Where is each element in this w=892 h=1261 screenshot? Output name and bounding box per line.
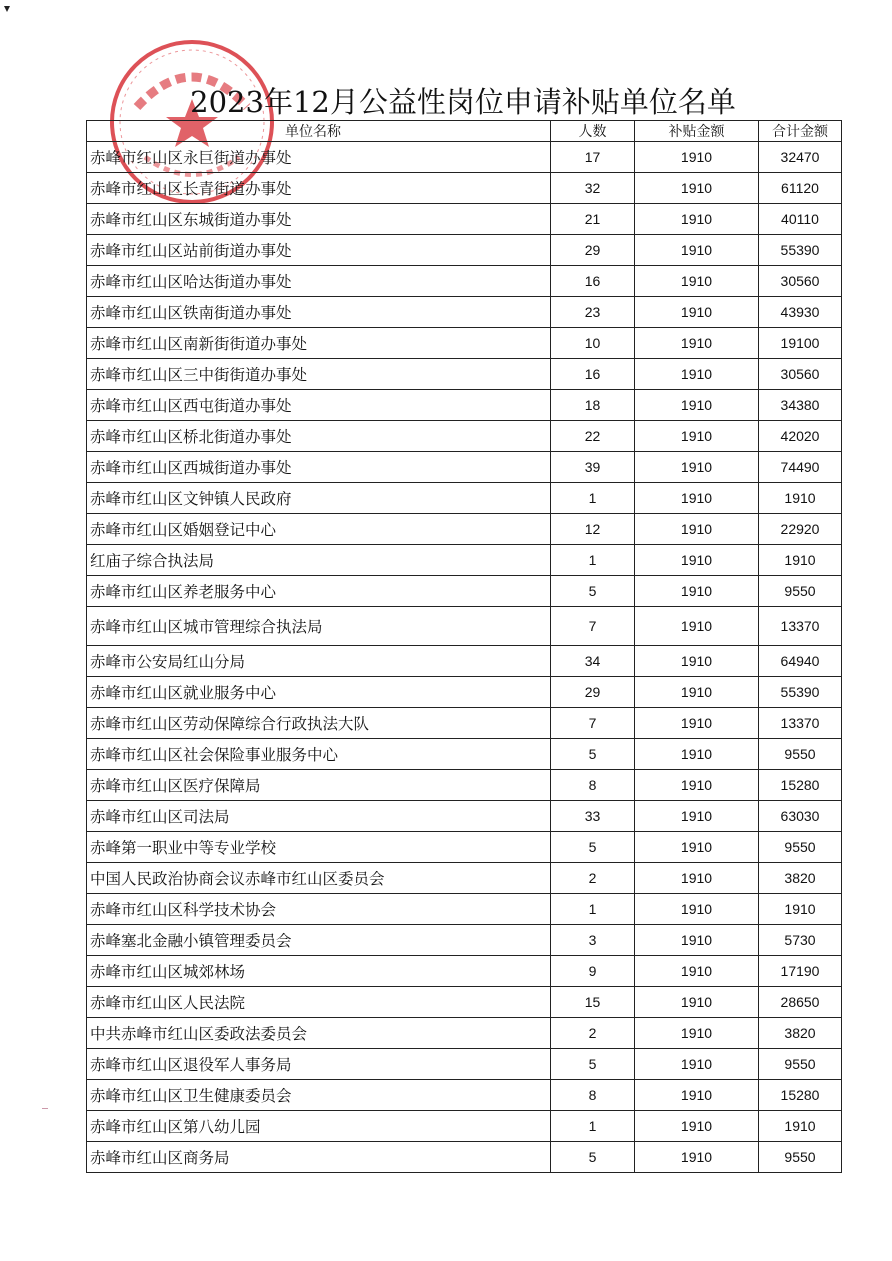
table-row [87,452,842,483]
table-row [87,677,842,708]
cell-subsidy: 1910 [635,863,759,894]
cell-count: 1 [551,483,635,514]
cell-unit-name: 赤峰市红山区城郊林场 [87,956,551,987]
cell-total: 9550 [759,739,842,770]
table-row [87,297,842,328]
cell-count: 7 [551,708,635,739]
table-row [87,514,842,545]
cell-total: 40110 [759,204,842,235]
cell-subsidy: 1910 [635,359,759,390]
cell-total: 9550 [759,1142,842,1173]
cell-total: 9550 [759,832,842,863]
cell-subsidy: 1910 [635,142,759,173]
table-header-row [87,121,842,142]
table-row [87,1080,842,1111]
cell-subsidy: 1910 [635,646,759,677]
table-row [87,925,842,956]
cell-subsidy: 1910 [635,390,759,421]
cell-total: 42020 [759,421,842,452]
cell-subsidy: 1910 [635,677,759,708]
cell-unit-name: 赤峰市红山区长青街道办事处 [87,173,551,204]
table-row [87,235,842,266]
cell-unit-name: 赤峰市红山区站前街道办事处 [87,235,551,266]
table-row [87,987,842,1018]
table-row [87,545,842,576]
cell-subsidy: 1910 [635,1142,759,1173]
table-row [87,328,842,359]
cell-unit-name: 赤峰市红山区劳动保障综合行政执法大队 [87,708,551,739]
cell-subsidy: 1910 [635,545,759,576]
cell-subsidy: 1910 [635,483,759,514]
cell-unit-name: 赤峰市红山区商务局 [87,1142,551,1173]
table-row [87,894,842,925]
cell-total: 13370 [759,708,842,739]
cell-total: 61120 [759,173,842,204]
cell-count: 16 [551,359,635,390]
cell-unit-name: 赤峰市红山区科学技术协会 [87,894,551,925]
cell-unit-name: 赤峰市红山区城市管理综合执法局 [87,607,551,646]
cell-count: 32 [551,173,635,204]
cell-count: 5 [551,832,635,863]
table-row [87,266,842,297]
table-row [87,708,842,739]
cell-count: 8 [551,770,635,801]
cell-subsidy: 1910 [635,801,759,832]
cell-total: 15280 [759,770,842,801]
cell-count: 39 [551,452,635,483]
cell-total: 34380 [759,390,842,421]
cell-unit-name: 赤峰市红山区哈达街道办事处 [87,266,551,297]
cell-unit-name: 赤峰第一职业中等专业学校 [87,832,551,863]
cell-count: 22 [551,421,635,452]
cell-count: 1 [551,1111,635,1142]
cell-total: 13370 [759,607,842,646]
cell-total: 17190 [759,956,842,987]
cell-subsidy: 1910 [635,708,759,739]
cell-total: 28650 [759,987,842,1018]
cell-count: 33 [551,801,635,832]
cell-unit-name: 赤峰市红山区南新街街道办事处 [87,328,551,359]
cell-unit-name: 中共赤峰市红山区委政法委员会 [87,1018,551,1049]
table-row [87,770,842,801]
cell-count: 5 [551,576,635,607]
cell-count: 8 [551,1080,635,1111]
cell-unit-name: 赤峰市红山区桥北街道办事处 [87,421,551,452]
table-row [87,832,842,863]
cell-unit-name: 赤峰市红山区西城街道办事处 [87,452,551,483]
table-row [87,863,842,894]
cell-total: 1910 [759,483,842,514]
cell-subsidy: 1910 [635,452,759,483]
cell-unit-name: 赤峰市红山区司法局 [87,801,551,832]
cell-subsidy: 1910 [635,894,759,925]
cell-count: 15 [551,987,635,1018]
cell-count: 12 [551,514,635,545]
cell-total: 22920 [759,514,842,545]
cell-count: 16 [551,266,635,297]
cell-count: 29 [551,677,635,708]
cell-unit-name: 赤峰塞北金融小镇管理委员会 [87,925,551,956]
cell-unit-name: 赤峰市红山区退役军人事务局 [87,1049,551,1080]
cell-total: 63030 [759,801,842,832]
scan-speck [42,1108,48,1109]
cell-total: 74490 [759,452,842,483]
table-row [87,1111,842,1142]
table-row [87,1142,842,1173]
table-row [87,801,842,832]
cell-count: 7 [551,607,635,646]
cell-total: 15280 [759,1080,842,1111]
cell-count: 23 [551,297,635,328]
cell-unit-name: 赤峰市红山区东城街道办事处 [87,204,551,235]
cell-total: 19100 [759,328,842,359]
table-row [87,359,842,390]
cell-total: 3820 [759,1018,842,1049]
cell-subsidy: 1910 [635,1080,759,1111]
cell-unit-name: 赤峰市红山区西屯街道办事处 [87,390,551,421]
page-title: 2023年12月公益性岗位申请补贴单位名单 [190,85,736,119]
cell-count: 5 [551,1142,635,1173]
cell-subsidy: 1910 [635,1049,759,1080]
cell-subsidy: 1910 [635,770,759,801]
cell-unit-name: 赤峰市红山区养老服务中心 [87,576,551,607]
cell-subsidy: 1910 [635,739,759,770]
cell-subsidy: 1910 [635,956,759,987]
header-unit-name: 单位名称 [87,121,551,142]
cell-total: 1910 [759,1111,842,1142]
scan-corner-mark [4,6,10,12]
table-row [87,739,842,770]
cell-unit-name: 赤峰市红山区永巨街道办事处 [87,142,551,173]
cell-total: 1910 [759,545,842,576]
cell-unit-name: 赤峰市红山区婚姻登记中心 [87,514,551,545]
table-row [87,576,842,607]
cell-unit-name: 赤峰市红山区卫生健康委员会 [87,1080,551,1111]
cell-count: 1 [551,545,635,576]
cell-total: 55390 [759,677,842,708]
cell-subsidy: 1910 [635,607,759,646]
cell-count: 9 [551,956,635,987]
cell-total: 5730 [759,925,842,956]
cell-total: 32470 [759,142,842,173]
cell-count: 5 [551,739,635,770]
cell-count: 2 [551,1018,635,1049]
cell-count: 17 [551,142,635,173]
header-total: 合计金额 [759,121,842,142]
table-row [87,421,842,452]
table-row [87,956,842,987]
cell-total: 30560 [759,266,842,297]
cell-unit-name: 赤峰市红山区三中街街道办事处 [87,359,551,390]
cell-subsidy: 1910 [635,297,759,328]
cell-unit-name: 赤峰市红山区就业服务中心 [87,677,551,708]
table-row [87,1018,842,1049]
cell-count: 21 [551,204,635,235]
subsidy-table [86,120,842,1173]
cell-subsidy: 1910 [635,235,759,266]
table-row [87,204,842,235]
cell-total: 30560 [759,359,842,390]
table-row [87,483,842,514]
cell-count: 10 [551,328,635,359]
cell-unit-name: 赤峰市红山区社会保险事业服务中心 [87,739,551,770]
cell-count: 5 [551,1049,635,1080]
cell-total: 9550 [759,576,842,607]
header-count: 人数 [551,121,635,142]
cell-count: 34 [551,646,635,677]
cell-subsidy: 1910 [635,421,759,452]
table-row [87,646,842,677]
cell-total: 9550 [759,1049,842,1080]
cell-subsidy: 1910 [635,987,759,1018]
cell-unit-name: 赤峰市红山区铁南街道办事处 [87,297,551,328]
cell-subsidy: 1910 [635,514,759,545]
cell-total: 55390 [759,235,842,266]
cell-subsidy: 1910 [635,1111,759,1142]
cell-total: 1910 [759,894,842,925]
cell-unit-name: 红庙子综合执法局 [87,545,551,576]
cell-unit-name: 中国人民政治协商会议赤峰市红山区委员会 [87,863,551,894]
cell-count: 1 [551,894,635,925]
cell-subsidy: 1910 [635,266,759,297]
cell-total: 64940 [759,646,842,677]
cell-subsidy: 1910 [635,204,759,235]
cell-count: 2 [551,863,635,894]
cell-unit-name: 赤峰市红山区文钟镇人民政府 [87,483,551,514]
cell-subsidy: 1910 [635,328,759,359]
table-row [87,1049,842,1080]
table-row [87,142,842,173]
cell-unit-name: 赤峰市红山区人民法院 [87,987,551,1018]
table-row [87,607,842,646]
cell-unit-name: 赤峰市红山区第八幼儿园 [87,1111,551,1142]
cell-subsidy: 1910 [635,173,759,204]
cell-total: 3820 [759,863,842,894]
cell-count: 3 [551,925,635,956]
cell-subsidy: 1910 [635,832,759,863]
cell-total: 43930 [759,297,842,328]
table-row [87,390,842,421]
cell-unit-name: 赤峰市公安局红山分局 [87,646,551,677]
cell-subsidy: 1910 [635,1018,759,1049]
table-row [87,173,842,204]
cell-unit-name: 赤峰市红山区医疗保障局 [87,770,551,801]
cell-subsidy: 1910 [635,576,759,607]
header-subsidy: 补贴金额 [635,121,759,142]
cell-count: 18 [551,390,635,421]
cell-subsidy: 1910 [635,925,759,956]
cell-count: 29 [551,235,635,266]
